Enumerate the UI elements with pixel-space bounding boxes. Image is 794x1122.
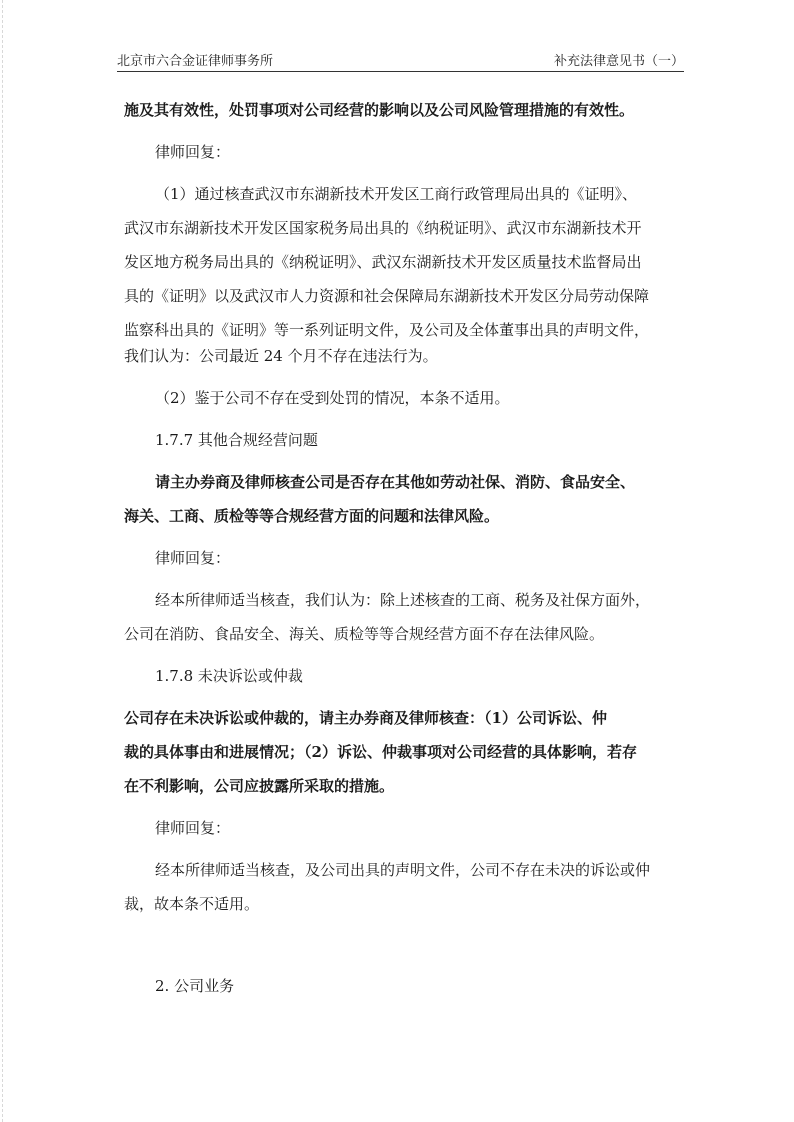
section-heading: 1.7.7 其他合规经营问题 <box>155 431 318 449</box>
reply-paragraph-line: 经本所律师适当核查，我们认为：除上述核查的工商、税务及社保方面外， <box>155 591 651 609</box>
question-text: 海关、工商、质检等等合规经营方面的问题和法律风险。 <box>124 507 500 525</box>
reply-paragraph-line: 武汉市东湖新技术开发区国家税务局出具的《纳税证明》、武汉市东湖新技术开 <box>124 219 642 237</box>
question-text: 请主办券商及律师核查公司是否存在其他如劳动社保、消防、食品安全、 <box>155 473 636 491</box>
question-text: 施及其有效性，处罚事项对公司经营的影响以及公司风险管理措施的有效性。 <box>124 101 635 119</box>
question-text: 公司存在未决诉讼或仲裁的，请主办券商及律师核查：（1）公司诉讼、仲 <box>124 709 607 727</box>
header-rule <box>117 71 684 72</box>
question-text: 裁的具体事由和进展情况；（2）诉讼、仲裁事项对公司经营的具体影响，若存 <box>124 743 637 761</box>
reply-paragraph-line: 裁，故本条不适用。 <box>124 895 260 913</box>
scan-edge-artifact <box>2 0 4 1122</box>
firm-name: 北京市六合金证律师事务所 <box>117 54 274 69</box>
reply-paragraph-line: 经本所律师适当核查，及公司出具的声明文件，公司不存在未决的诉讼或仲 <box>155 861 651 879</box>
page-header <box>117 50 684 68</box>
reply-paragraph-line: 发区地方税务局出具的《纳税证明》、武汉东湖新技术开发区质量技术监督局出 <box>124 253 642 271</box>
reply-paragraph-line: 公司在消防、食品安全、海关、质检等等合规经营方面不存在法律风险。 <box>124 625 605 643</box>
section-heading: 1.7.8 未决诉讼或仲裁 <box>155 667 303 685</box>
reply-paragraph-line: 监察科出具的《证明》等一系列证明文件，及公司及全体董事出具的声明文件， <box>124 321 650 339</box>
section-heading: 2. 公司业务 <box>155 977 235 995</box>
lawyer-reply-heading: 律师回复： <box>155 819 231 837</box>
lawyer-reply-heading: 律师回复： <box>155 143 231 161</box>
reply-paragraph-line: 具的《证明》以及武汉市人力资源和社会保障局东湖新技术开发区分局劳动保障 <box>124 287 650 305</box>
document-title: 补充法律意见书（一） <box>553 54 684 69</box>
question-text: 在不利影响，公司应披露所采取的措施。 <box>124 777 395 795</box>
reply-paragraph-line: 我们认为：公司最近 24 个月不存在违法行为。 <box>124 347 438 365</box>
lawyer-reply-heading: 律师回复： <box>155 549 231 567</box>
reply-paragraph-line: （1）通过核查武汉市东湖新技术开发区工商行政管理局出具的《证明》、 <box>155 185 638 203</box>
reply-paragraph-line: （2）鉴于公司不存在受到处罚的情况，本条不适用。 <box>155 389 510 407</box>
